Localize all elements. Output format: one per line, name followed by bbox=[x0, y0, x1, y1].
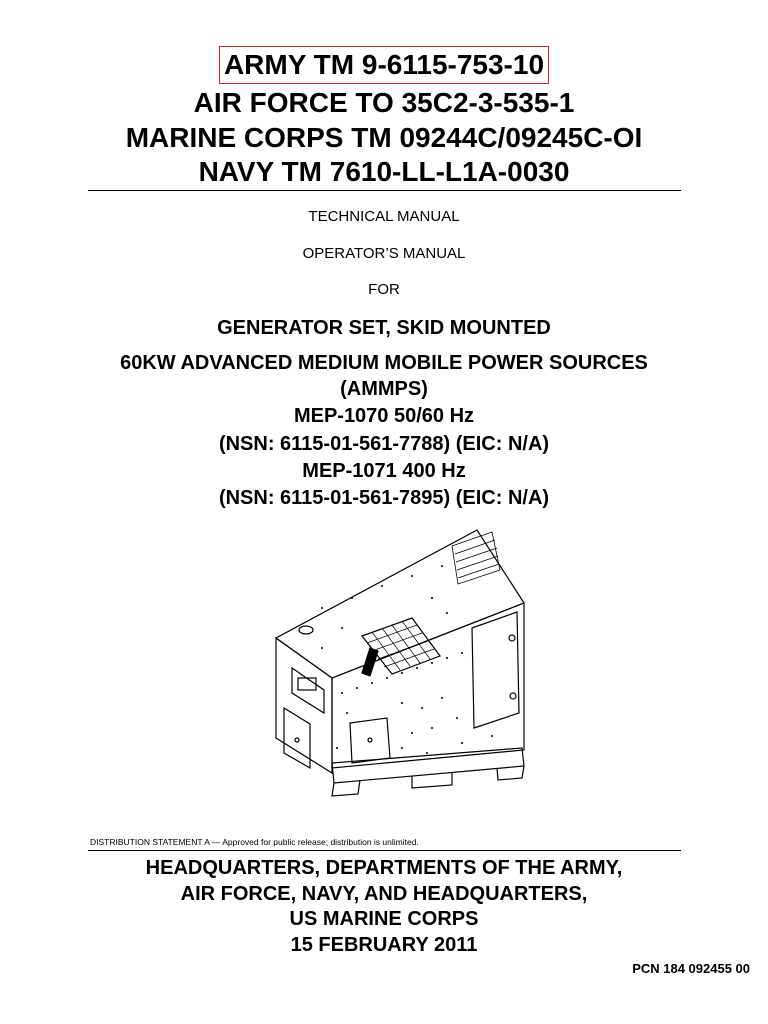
headquarters-line1: HEADQUARTERS, DEPARTMENTS OF THE ARMY, bbox=[145, 857, 623, 879]
pcn-number: PCN 184 092455 00 bbox=[632, 961, 750, 976]
footer-rule bbox=[88, 850, 681, 851]
marine-corps-tm-number: MARINE CORPS TM 09244C/09245C-OI bbox=[125, 122, 643, 153]
equipment-title: GENERATOR SET, SKID MOUNTED bbox=[217, 317, 551, 339]
publication-date: 15 FEBRUARY 2011 bbox=[290, 934, 478, 956]
army-tm-number bbox=[0, 46, 768, 84]
manual-for: FOR bbox=[368, 281, 400, 298]
equipment-line1: 60KW ADVANCED MEDIUM MOBILE POWER SOURCES bbox=[120, 352, 648, 374]
header-rule bbox=[88, 190, 681, 191]
army-tm-box: ARMY TM 9-6115-753-10 bbox=[219, 46, 549, 84]
equipment-line2: (AMMPS) bbox=[340, 378, 428, 400]
navy-tm-number: NAVY TM 7610-LL-L1A-0030 bbox=[198, 156, 570, 187]
model-2: MEP-1071 400 Hz bbox=[302, 460, 466, 482]
generator-set-illustration bbox=[262, 528, 552, 828]
air-force-to-number: AIR FORCE TO 35C2-3-535-1 bbox=[193, 87, 575, 118]
nsn-1: (NSN: 6115-01-561-7788) (EIC: N/A) bbox=[218, 433, 550, 455]
headquarters-line2: AIR FORCE, NAVY, AND HEADQUARTERS, bbox=[180, 883, 588, 905]
model-1: MEP-1070 50/60 Hz bbox=[293, 405, 475, 427]
headquarters-line3: US MARINE CORPS bbox=[289, 908, 479, 930]
distribution-statement: DISTRIBUTION STATEMENT A — Approved for public release; distribution is unlimited. bbox=[90, 837, 419, 847]
nsn-2: (NSN: 6115-01-561-7895) (EIC: N/A) bbox=[218, 487, 550, 509]
manual-type: TECHNICAL MANUAL bbox=[308, 208, 460, 225]
manual-subtype: OPERATOR’S MANUAL bbox=[302, 245, 466, 262]
